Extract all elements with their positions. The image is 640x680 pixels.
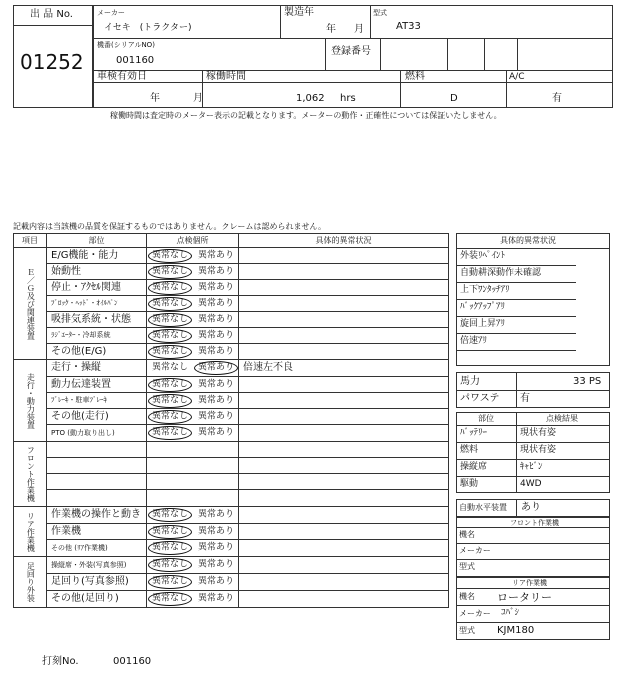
auto-level-value: あり	[521, 502, 541, 513]
abnormal-panel-title: 具体的異常状況	[500, 236, 556, 245]
selection-oval	[148, 378, 192, 392]
part-cell: 作業機の操作と動き	[47, 507, 147, 524]
normal-option: 異常なし	[152, 593, 189, 604]
part-cell: ﾌﾞﾛｯｸ・ﾍｯﾄﾞ・ｵｲﾙﾊﾟﾝ	[47, 296, 147, 312]
category-drive	[14, 360, 47, 442]
check-cell	[147, 442, 239, 458]
ac-label: A/C	[509, 72, 525, 82]
abnormal-item: ﾊﾞｯｸｱｯﾌﾟｱﾘ	[460, 302, 506, 312]
abnormal-item: 旋回上昇ｱﾘ	[460, 319, 506, 329]
lot-number-label: 出 品 No.	[30, 9, 73, 20]
abnormal-option: 異常あり	[198, 593, 235, 604]
selection-oval	[194, 361, 238, 375]
detail-cell	[239, 591, 449, 608]
inspection-row	[14, 344, 449, 360]
abnormal-option: 異常あり	[198, 526, 235, 536]
part-cell: 足回り(写真参照)	[47, 574, 147, 591]
header-detail: 具体的異常状況	[239, 234, 449, 248]
normal-option: 異常なし	[152, 330, 189, 340]
abnormal-option: 異常あり	[198, 576, 235, 587]
abnormal-option: 異常あり	[198, 542, 235, 553]
normal-option: 異常なし	[152, 298, 189, 308]
category-front	[14, 442, 47, 507]
check-cell	[147, 409, 239, 425]
check-part: 燃料	[460, 445, 479, 455]
selection-oval	[148, 525, 192, 539]
rear-implement-title: リア作業機	[512, 579, 547, 587]
stamp-number-label: 打刻No.	[42, 656, 79, 667]
part-cell: 動力伝達装置	[47, 377, 147, 393]
part-cell: ﾗｼﾞｴｰﾀｰ・冷却系統	[47, 328, 147, 344]
part-cell: PTO (動力取り出し)	[47, 425, 147, 442]
part-cell: 停止・ｱｸｾﾙ関連	[47, 280, 147, 296]
category-eg	[14, 248, 47, 360]
check-cell	[147, 393, 239, 409]
normal-option: 異常なし	[152, 266, 189, 276]
part-cell: 吸排気系統・状態	[47, 312, 147, 328]
result-column-title: 点検結果	[546, 414, 578, 423]
selection-oval	[148, 329, 192, 343]
category-label: リア作業機	[26, 511, 36, 552]
inspection-row	[14, 264, 449, 280]
abnormal-option: 異常あり	[198, 282, 235, 292]
inspection-row	[14, 540, 449, 557]
part-cell: 操縦席・外装(写真参照)	[47, 557, 147, 574]
abnormal-option: 異常あり	[198, 509, 235, 520]
detail-cell	[239, 458, 449, 474]
detail-cell	[239, 574, 449, 591]
inspection-month-unit: 月	[193, 93, 203, 104]
check-cell	[147, 360, 239, 377]
check-part: 操縦席	[460, 462, 488, 472]
abnormal-option: 異常あり	[198, 427, 235, 438]
check-result: 現状有姿	[520, 428, 557, 438]
abnormal-option: 異常あり	[198, 411, 235, 421]
selection-oval	[148, 426, 192, 440]
year-label: 製造年	[284, 7, 314, 18]
normal-option: 異常なし	[152, 542, 189, 553]
inspection-row	[14, 360, 449, 377]
check-cell	[147, 312, 239, 328]
rear-maker-value: ｺﾊﾞｼ	[501, 608, 520, 618]
detail-cell	[239, 425, 449, 442]
detail-cell	[239, 312, 449, 328]
abnormal-option: 異常あり	[198, 395, 235, 405]
abnormal-item: 上下ﾜﾝﾀｯﾁｱﾘ	[460, 285, 510, 295]
inspection-row	[14, 248, 449, 264]
header-part: 部位	[47, 234, 147, 248]
hours-value: 1,062	[296, 93, 325, 104]
abnormal-option: 異常あり	[198, 314, 235, 324]
check-cell	[147, 490, 239, 507]
inspection-row	[14, 312, 449, 328]
inspection-row	[14, 425, 449, 442]
check-cell	[147, 296, 239, 312]
fuel-value: D	[450, 93, 458, 104]
selection-oval	[148, 592, 192, 606]
part-cell: その他(E/G)	[47, 344, 147, 360]
inspection-row	[14, 490, 449, 507]
serial-value: 001160	[116, 55, 155, 66]
detail-cell	[239, 264, 449, 280]
part-cell: その他(足回り)	[47, 591, 147, 608]
rear-maker-label: メーカー	[459, 609, 491, 618]
year-unit: 年	[326, 24, 336, 35]
category-label: 足回り外装	[26, 562, 36, 602]
ac-value: 有	[552, 93, 562, 104]
category-foot	[14, 557, 47, 608]
maker-label: メーカー	[97, 9, 125, 17]
normal-option: 異常なし	[152, 395, 189, 405]
month-unit: 月	[354, 24, 364, 35]
header-item: 項目	[14, 234, 47, 248]
part-cell: E/G機能・能力	[47, 248, 147, 264]
front-name-label: 機名	[459, 530, 475, 539]
inspection-row	[14, 280, 449, 296]
selection-oval	[148, 558, 192, 572]
detail-cell	[239, 280, 449, 296]
selection-oval	[148, 541, 192, 555]
category-label: 走行・動力装置	[26, 372, 36, 429]
horsepower-label: 馬力	[460, 376, 480, 387]
detail-cell	[239, 490, 449, 507]
power-steering-label: パワステ	[460, 393, 500, 404]
part-column-title: 部位	[478, 414, 494, 423]
front-model-label: 型式	[459, 562, 475, 571]
abnormal-option: 異常あり	[198, 330, 235, 340]
selection-oval	[148, 394, 192, 408]
fuel-label: 燃料	[405, 71, 425, 82]
inspection-row	[14, 557, 449, 574]
normal-option: 異常なし	[152, 411, 189, 421]
power-steering-value: 有	[520, 393, 530, 404]
normal-option: 異常なし	[152, 427, 189, 438]
detail-cell	[239, 393, 449, 409]
abnormal-item: 自動耕深動作未確認	[460, 268, 542, 278]
abnormal-option: 異常あり	[198, 250, 235, 260]
abnormal-option: 異常あり	[198, 379, 235, 389]
check-cell	[147, 540, 239, 557]
inspection-row	[14, 328, 449, 344]
normal-option: 異常なし	[152, 362, 189, 373]
detail-cell	[239, 377, 449, 393]
check-cell	[147, 574, 239, 591]
check-result: ｷｬﾋﾞﾝ	[520, 462, 543, 472]
check-cell	[147, 344, 239, 360]
check-cell	[147, 280, 239, 296]
stamp-number-value: 001160	[113, 656, 152, 667]
inspection-year-unit: 年	[150, 93, 160, 104]
detail-cell: 倍速左不良	[239, 360, 449, 377]
check-part: ﾊﾞｯﾃﾘｰ	[460, 428, 488, 438]
part-cell: その他(走行)	[47, 409, 147, 425]
normal-option: 異常なし	[152, 282, 189, 292]
check-cell	[147, 425, 239, 442]
normal-option: 異常なし	[152, 250, 189, 260]
part-cell: 始動性	[47, 264, 147, 280]
detail-cell	[239, 248, 449, 264]
detail-cell	[239, 328, 449, 344]
check-cell	[147, 328, 239, 344]
abnormal-option: 異常あり	[198, 266, 235, 276]
part-cell: 作業機	[47, 524, 147, 540]
rear-model-value: KJM180	[497, 625, 535, 636]
detail-cell	[239, 442, 449, 458]
normal-option: 異常なし	[152, 346, 189, 356]
inspection-row	[14, 296, 449, 312]
hours-unit: hrs	[340, 93, 356, 104]
category-rear	[14, 507, 47, 557]
check-cell	[147, 458, 239, 474]
detail-cell	[239, 296, 449, 312]
part-cell: 走行・操縦	[47, 360, 147, 377]
part-cell	[47, 458, 147, 474]
inspection-row	[14, 524, 449, 540]
category-label: Ｅ／Ｇ及び関連装置	[26, 267, 36, 340]
part-cell	[47, 490, 147, 507]
detail-cell	[239, 344, 449, 360]
hours-label: 稼働時間	[206, 71, 246, 82]
front-implement-title: フロント作業機	[510, 519, 559, 527]
detail-cell	[239, 524, 449, 540]
detail-cell	[239, 557, 449, 574]
inspection-table	[13, 233, 449, 608]
inspection-row	[14, 393, 449, 409]
selection-oval	[148, 410, 192, 424]
abnormal-option: 異常あり	[198, 346, 235, 356]
selection-oval	[148, 313, 192, 327]
hours-disclaimer: 稼働時間は査定時のメーター表示の記載となります。メーターの動作・正確性については保証いたしません。	[110, 111, 502, 120]
check-part: 駆動	[460, 479, 479, 489]
inspection-row	[14, 377, 449, 393]
serial-label: 機番(シリアルNO)	[97, 41, 155, 49]
selection-oval	[148, 508, 192, 522]
abnormal-option: 異常あり	[198, 362, 235, 373]
rear-model-label: 型式	[459, 626, 475, 635]
rear-name-value: ロータリー	[497, 591, 552, 604]
front-maker-label: メーカー	[459, 546, 491, 555]
selection-oval	[148, 345, 192, 359]
check-result: 4WD	[520, 479, 542, 489]
header-check: 点検個所	[147, 234, 239, 248]
maker-value: イセキ (トラクター)	[104, 23, 192, 33]
normal-option: 異常なし	[152, 526, 189, 536]
abnormal-item: 倍速ｱﾘ	[460, 336, 488, 346]
selection-oval	[148, 249, 192, 263]
abnormal-option: 異常あり	[198, 298, 235, 308]
quality-disclaimer: 記載内容は当該機の品質を保証するものではありません。クレームは認められません。	[13, 222, 326, 231]
model-label: 型式	[373, 9, 387, 17]
category-label: フロント作業機	[26, 446, 36, 502]
abnormal-item: 外装ﾘﾍﾟｲﾝﾄ	[460, 251, 506, 261]
inspection-row	[14, 591, 449, 608]
model-value: AT33	[396, 21, 421, 32]
detail-cell	[239, 507, 449, 524]
detail-cell	[239, 474, 449, 490]
check-cell	[147, 591, 239, 608]
normal-option: 異常なし	[152, 559, 189, 570]
part-cell	[47, 442, 147, 458]
detail-cell	[239, 409, 449, 425]
inspection-row	[14, 409, 449, 425]
check-cell	[147, 248, 239, 264]
part-cell	[47, 474, 147, 490]
inspection-row	[14, 442, 449, 458]
check-cell	[147, 524, 239, 540]
normal-option: 異常なし	[152, 314, 189, 324]
abnormal-option: 異常あり	[198, 559, 235, 570]
registration-label: 登録番号	[331, 46, 371, 57]
rear-name-label: 機名	[459, 592, 475, 601]
selection-oval	[148, 281, 192, 295]
part-cell: その他 (ﾘｱ作業機)	[47, 540, 147, 557]
horsepower-value: 33 PS	[573, 376, 602, 387]
inspection-row	[14, 507, 449, 524]
selection-oval	[148, 297, 192, 311]
check-cell	[147, 507, 239, 524]
normal-option: 異常なし	[152, 576, 189, 587]
selection-oval	[148, 575, 192, 589]
auto-level-label: 自動水平装置	[459, 503, 507, 512]
inspection-row	[14, 458, 449, 474]
part-cell: ﾌﾞﾚｰｷ・駐車ﾌﾞﾚｰｷ	[47, 393, 147, 409]
inspection-row	[14, 574, 449, 591]
check-cell	[147, 377, 239, 393]
inspection-label: 車検有効日	[97, 71, 147, 82]
normal-option: 異常なし	[152, 379, 189, 389]
selection-oval	[148, 265, 192, 279]
detail-cell	[239, 540, 449, 557]
check-cell	[147, 557, 239, 574]
check-cell	[147, 474, 239, 490]
check-result: 現状有姿	[520, 445, 557, 455]
normal-option: 異常なし	[152, 509, 189, 520]
lot-number-value: 01252	[20, 50, 84, 74]
check-cell	[147, 264, 239, 280]
inspection-row	[14, 474, 449, 490]
